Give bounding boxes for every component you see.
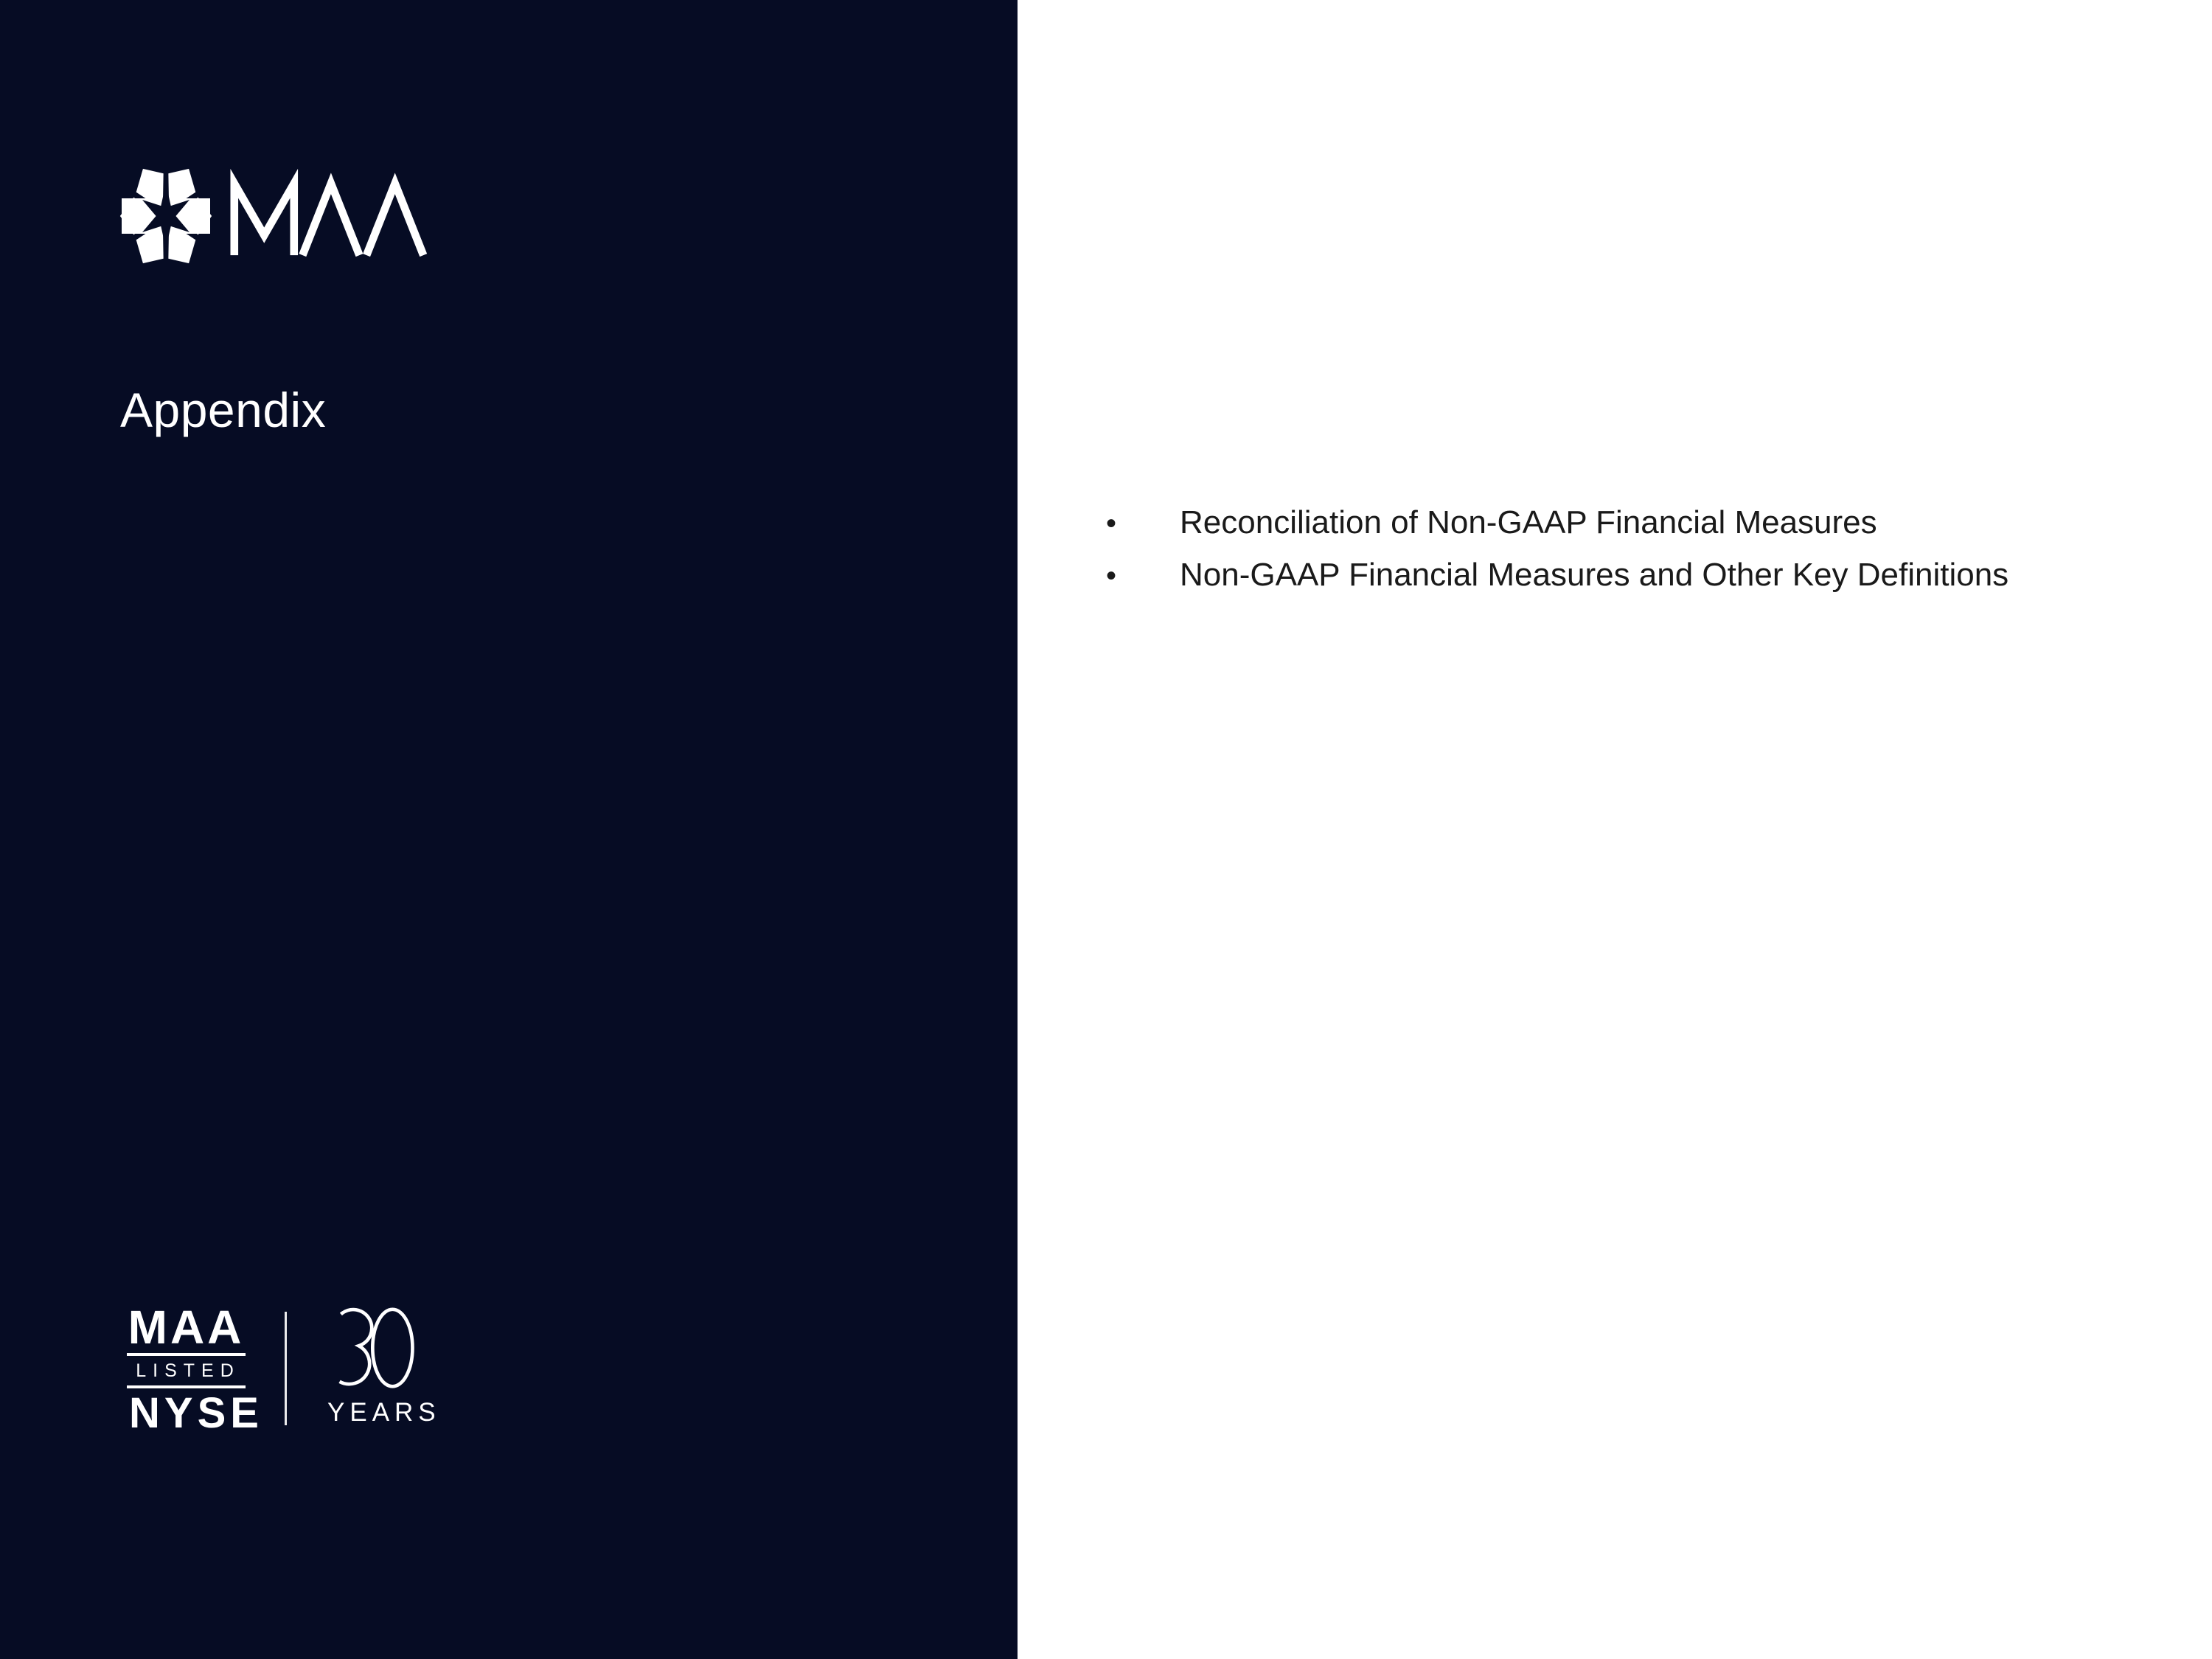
list-item	[1106, 549, 2008, 602]
thirty-icon	[324, 1304, 428, 1394]
nyse-listed-logo	[127, 1301, 263, 1437]
list-item	[1106, 497, 2008, 549]
nyse-logo-listed-label: LISTED	[136, 1360, 240, 1381]
bullet-dot-icon: •	[1106, 560, 1117, 592]
sidebar-panel	[0, 0, 1018, 1659]
nyse-logo-company-label: MAA	[128, 1301, 245, 1354]
main-content	[1018, 0, 2212, 1659]
footer-logos	[0, 0, 1018, 1659]
nyse-logo-exchange-label: NYSE	[129, 1389, 263, 1437]
nyse-logo-rule	[127, 1385, 246, 1388]
anniversary-years-label: YEARS	[327, 1398, 441, 1427]
anniversary-30-years-logo	[323, 1304, 441, 1427]
bullet-dot-icon: •	[1106, 507, 1117, 540]
page-title: Appendix	[120, 383, 327, 437]
appendix-bullet-list	[1106, 497, 2008, 602]
footer-divider	[285, 1312, 287, 1425]
bullet-text: Non-GAAP Financial Measures and Other Key Definitions	[1180, 557, 2009, 593]
bullet-text: Reconciliation of Non-GAAP Financial Measures	[1180, 504, 1877, 540]
